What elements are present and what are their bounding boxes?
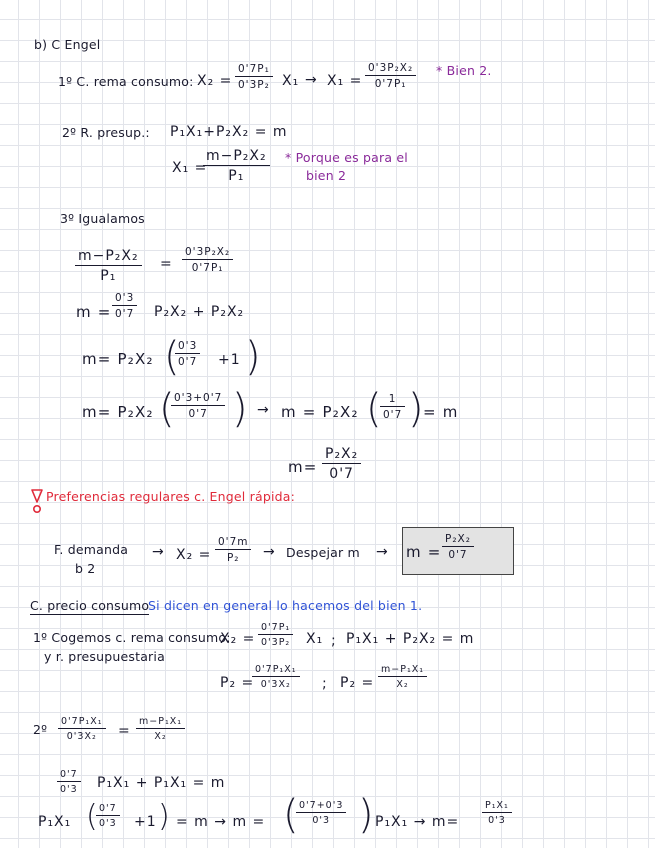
arrow-icon: → [305, 72, 318, 88]
pc-p2b-lhs: P₂ = [340, 675, 375, 691]
pc-line4-after: P₁X₁ → m= [375, 814, 460, 830]
step2-label: 2º R. presup.: [62, 125, 150, 140]
pc-step2-right-frac [136, 716, 185, 742]
frac-denominator: 0'3 [99, 818, 117, 829]
frac-denominator: 0'7P₁ [191, 262, 224, 274]
precio-consumo-heading [30, 600, 149, 613]
equals-sign: = [160, 256, 173, 272]
pc-line3-frac [57, 769, 81, 795]
step1-frac2 [365, 62, 416, 90]
step3-eq4-frac2 [380, 393, 405, 421]
step2-equation: P₁X₁+P₂X₂ = m [170, 124, 288, 140]
section-heading: b) C Engel [34, 37, 101, 52]
pc-step1-lhs: X₂ = [220, 631, 256, 647]
step3-eq2-lhs: m = [76, 303, 112, 321]
step3-label: 3º Igualamos [60, 211, 145, 226]
frac-numerator: 0'7P₁ [261, 622, 291, 633]
left-paren: ( [283, 792, 299, 838]
pc-step1-frac [258, 622, 293, 648]
left-paren: ( [86, 799, 98, 834]
step3-eq3-frac [175, 340, 200, 368]
pc-step1-label-line1: 1º Cogemos c. rema consumo: [33, 630, 231, 645]
frac-denominator: 0'3P₂ [238, 79, 270, 91]
frac-numerator: 0'3P₂X₂ [185, 246, 231, 258]
step2-lhs: X₁ = [172, 160, 208, 176]
step3-eq4-frac [171, 392, 225, 420]
step3-eq2-frac [112, 292, 137, 320]
right-paren: ) [358, 792, 374, 838]
frac-numerator: 0'3+0'7 [174, 392, 223, 404]
frac-numerator: m−P₂X₂ [78, 248, 139, 264]
step1-tail: X₁ [282, 73, 300, 89]
frac-numerator: 0'7 [99, 803, 117, 814]
pc-line4-lhs: P₁X₁ [38, 814, 72, 830]
frac-denominator: 0'3 [488, 815, 506, 826]
demanda-label-line2: b 2 [75, 561, 96, 576]
frac-denominator: 0'7 [383, 409, 403, 421]
pc-line4-frac3 [482, 800, 512, 826]
frac-denominator: 0'7 [188, 408, 208, 420]
left-paren: ( [159, 386, 175, 432]
step3-eq5-frac [322, 446, 361, 482]
step3-eq3-tail: +1 [218, 352, 241, 368]
step1-note: * Bien 2. [436, 63, 492, 78]
frac-numerator: 0'7m [218, 536, 249, 548]
precio-consumo-note: Si dicen en general lo hacemos del bien 1. [148, 598, 423, 613]
arrow-icon: → [257, 402, 270, 418]
warning-icon [30, 488, 44, 514]
frac-numerator: 0'7+0'3 [299, 800, 344, 811]
despejar-text: Despejar m [286, 545, 360, 560]
frac-numerator: P₁X₁ [485, 800, 509, 811]
arrow-icon: → [263, 544, 276, 560]
step3-eq1-left-frac [75, 248, 142, 284]
right-paren: ) [245, 334, 261, 380]
pc-step2-left-frac [58, 716, 106, 742]
arrow-icon: → [152, 544, 165, 560]
frac-numerator: 0'7P₁X₁ [255, 664, 297, 675]
pc-line4-frac [96, 803, 120, 829]
pc-p2-lhs: P₂ = [220, 675, 255, 691]
frac-denominator: X₂ [154, 731, 167, 742]
step1-lhs: X₂ = [197, 73, 233, 89]
pc-line3-tail: P₁X₁ + P₁X₁ = m [97, 775, 226, 791]
step3-eq2-tail: P₂X₂ + P₂X₂ [154, 304, 245, 320]
step3-eq4-lhs: m= P₂X₂ [82, 403, 154, 421]
pc-step1-budget: P₁X₁ + P₂X₂ = m [346, 631, 475, 647]
pc-line4-plus: +1 [134, 814, 157, 830]
left-paren: ( [366, 386, 382, 432]
precio-consumo-heading-text: C. precio consumo [30, 598, 150, 613]
frac-denominator: 0'7 [115, 308, 135, 320]
step3-eq5-lhs: m= [288, 458, 318, 476]
left-paren: ( [164, 334, 180, 380]
frac-numerator: m−P₁X₁ [381, 664, 425, 675]
pc-p2-frac [252, 664, 300, 690]
frac-denominator: 0'7 [329, 466, 354, 482]
arrow-icon: → [376, 544, 389, 560]
frac-denominator: 0'7 [448, 549, 468, 561]
pc-line4-mid: = m → m = [176, 814, 266, 830]
demanda-frac [215, 536, 251, 564]
equals-sign: = [118, 723, 131, 739]
frac-numerator: 0'3P₂X₂ [368, 62, 414, 74]
frac-denominator: 0'3P₂ [261, 637, 291, 648]
frac-numerator: 0'7P₁ [238, 63, 270, 75]
frac-denominator: 0'7 [178, 356, 198, 368]
separator: ; [331, 633, 337, 649]
demanda-label-line1: F. demanda [54, 542, 129, 557]
pc-p2b-frac [378, 664, 427, 690]
frac-denominator: P₁ [100, 268, 117, 284]
frac-denominator: 0'7P₁ [374, 78, 407, 90]
frac-numerator: 0'3 [115, 292, 135, 304]
step1-lhs2: X₁ = [327, 73, 363, 89]
frac-numerator: m−P₁X₁ [139, 716, 183, 727]
frac-denominator: 0'3X₂ [260, 679, 291, 690]
pc-step2-label: 2º [33, 722, 48, 737]
step1-label: 1º C. rema consumo: [58, 74, 194, 89]
step2-frac [203, 148, 270, 184]
step3-eq1-right-frac [182, 246, 233, 274]
frac-numerator: 0'7 [60, 769, 78, 780]
frac-numerator: 0'3 [178, 340, 198, 352]
separator: ; [322, 676, 328, 692]
frac-numerator: 0'7P₁X₁ [61, 716, 103, 727]
demanda-lhs: X₂ = [176, 547, 212, 563]
step3-eq3-lhs: m= P₂X₂ [82, 350, 154, 368]
frac-denominator: P₁ [228, 168, 245, 184]
frac-numerator: P₂X₂ [325, 446, 359, 462]
step1-frac [235, 63, 273, 91]
frac-denominator: X₂ [396, 679, 409, 690]
frac-denominator: 0'3 [312, 815, 331, 826]
right-paren: ) [232, 386, 248, 432]
frac-numerator: m−P₂X₂ [206, 148, 267, 164]
step2-note-line2: bien 2 [306, 168, 347, 183]
right-paren: ) [408, 386, 424, 432]
pc-line4-frac2 [296, 800, 346, 826]
frac-denominator: P₂ [226, 552, 240, 564]
step3-eq4-mid: m = P₂X₂ [281, 403, 359, 421]
boxed-lhs: m = [406, 543, 442, 561]
boxed-frac [442, 533, 474, 561]
frac-denominator: 0'3 [60, 784, 78, 795]
preferencias-text: Preferencias regulares c. Engel rápida: [46, 489, 296, 504]
frac-denominator: 0'3X₂ [66, 731, 97, 742]
pc-step1-label-line2: y r. presupuestaria [44, 649, 165, 664]
step2-note-line1: * Porque es para el [285, 150, 408, 165]
frac-numerator: P₂X₂ [445, 533, 471, 545]
pc-step1-tail: X₁ [306, 631, 324, 647]
frac-numerator: 1 [388, 393, 397, 405]
step3-eq4-tail: = m [423, 403, 459, 421]
right-paren: ) [158, 799, 170, 834]
